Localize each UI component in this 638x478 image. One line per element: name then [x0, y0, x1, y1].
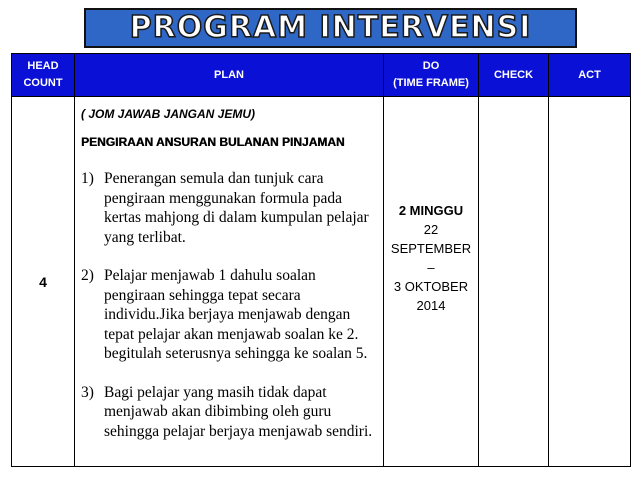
list-item — [81, 266, 377, 364]
header-do-line2: (TIME FRAME) — [393, 77, 469, 89]
step-number: 2) — [81, 267, 94, 284]
end-date: 3 OKTOBER — [393, 279, 469, 294]
plan-subheading: PENGIRAAN ANSURAN BULANAN PINJAMAN — [81, 135, 345, 149]
plan-cell — [75, 97, 384, 467]
step-number: 3) — [81, 383, 94, 401]
step-text: Bagi pelajar yang masih tidak dapat menjawab akan dibimbing oleh guru sehingga pelajar berjaya menjawab sendiri. — [104, 383, 373, 440]
act-cell — [549, 97, 631, 467]
header-head-count — [12, 54, 75, 97]
intervention-table — [11, 53, 631, 467]
header-do — [384, 54, 479, 97]
step-text: Pelajar menjawab 1 dahulu soalan pengiraan sehingga tepat secara individu.Jika berjaya menjawab dengan tepat pelajar akan menjawab soalan ke 2. begitulah seterusnya sehingga ke soalan 5. — [104, 267, 368, 362]
plan-steps-list — [81, 169, 377, 441]
time-frame-cell — [384, 97, 479, 467]
year: 2014 — [416, 298, 446, 313]
head-count-cell: 4 — [12, 97, 75, 467]
list-item — [81, 383, 377, 442]
plan-heading: ( JOM JAWAB JANGAN JEMU) — [81, 107, 256, 121]
page-title: PROGRAM INTERVENSI — [129, 10, 532, 45]
header-plan: PLAN — [75, 54, 384, 97]
date-dash: – — [427, 260, 435, 275]
duration: 2 MINGGU — [398, 203, 464, 218]
start-day: 22 — [423, 222, 439, 237]
start-month: SEPTEMBER — [390, 241, 472, 256]
step-text: Penerangan semula dan tunjuk cara pengiraan menggunakan formula pada kertas mahjong di dalam kumpulan pelajar yang terlibat. — [104, 170, 369, 246]
check-cell — [479, 97, 549, 467]
header-head-count-line2: COUNT — [23, 77, 63, 89]
header-head-count-line1: HEAD — [27, 60, 59, 72]
header-do-line1: DO — [422, 60, 440, 72]
table-header-row — [12, 54, 631, 97]
header-act: ACT — [549, 54, 631, 97]
header-check: CHECK — [479, 54, 549, 97]
step-number: 1) — [81, 170, 94, 187]
table-row — [12, 97, 631, 467]
list-item — [81, 169, 377, 247]
title-banner — [84, 8, 577, 48]
